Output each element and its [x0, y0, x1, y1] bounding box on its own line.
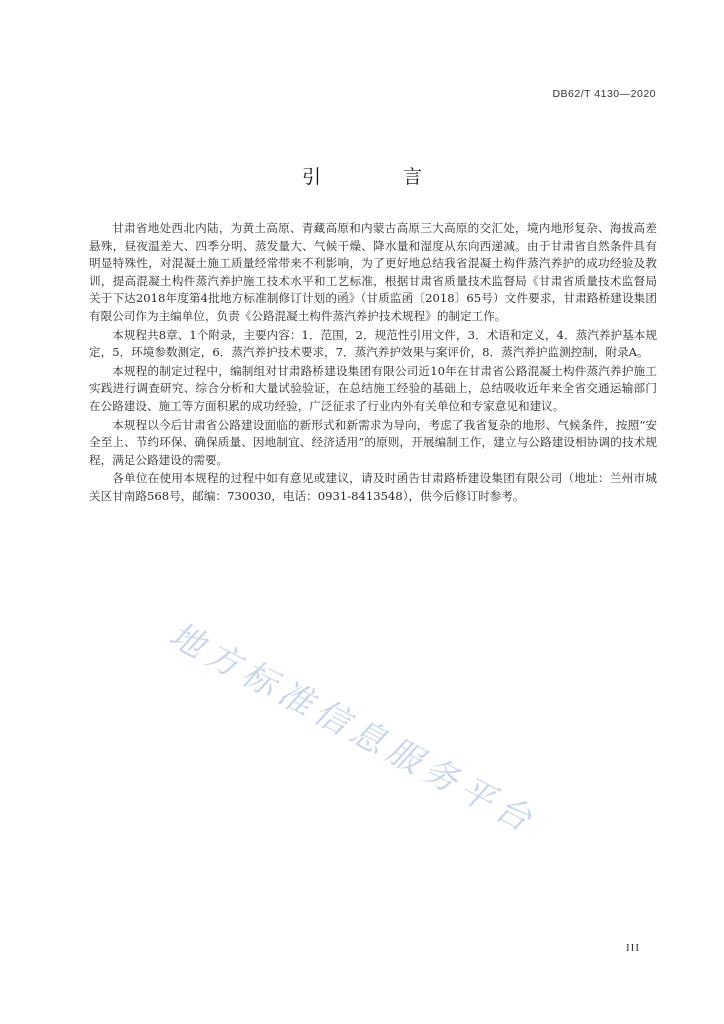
page-title: 引 言 — [301, 166, 461, 188]
body-text — [89, 220, 657, 507]
page-number: III — [626, 942, 640, 954]
paragraph: 各单位在使用本规程的过程中如有意见或建议，请及时函告甘肃路桥建设集团有限公司（地址：兰州市城关区甘南路568号，邮编：730030，电话：0931-8413548），供今后修订时参考。 — [89, 471, 657, 503]
paragraph: 本规程的制定过程中，编制组对甘肃路桥建设集团有限公司近10年在甘肃省公路混凝土构件蒸汽养护施工实践进行调查研究、综合分析和大量试验验证，在总结施工经验的基础上，总结吸收近年来全省交通运输部门在公路建设、施工等方面积累的成功经验，广泛征求了行业内外有关单位和专家意见和建议。 — [89, 363, 657, 413]
paragraph: 本规程以今后甘肃省公路建设面临的新形式和新需求为导向，考虑了我省复杂的地形、气候条件，按照“安全至上、节约环保、确保质量、因地制宜、经济适用”的原则，开展编制工作，建立与公路建设相协调的技术规程，满足公路建设的需要。 — [89, 417, 657, 467]
document-code: DB62/T 4130—2020 — [552, 88, 656, 100]
paragraph: 甘肃省地处西北内陆，为黄土高原、青藏高原和内蒙古高原三大高原的交汇处，境内地形复杂、海拔高差悬殊，昼夜温差大、四季分明、蒸发量大、气候干燥、降水量和湿度从东向西递减。由于甘肃省自然条件具有明显特殊性，对混凝土施工质量经常带来不利影响，为了更好地总结我省混凝土构件蒸汽养护的成功经验及教训，提高混凝土构件蒸汽养护施工技术水平和工艺标准，根据甘肃省质量技术监督局《甘肃省质量技术监督局关于下达2018年度第4批地方标准制修订计划的函》（甘质监函〔2018〕65号）文件要求，甘肃路桥建设集团有限公司作为主编单位，负责《公路混凝土构件蒸汽养护技术规程》的制定工作。 — [89, 221, 657, 323]
watermark: 地方标准信息服务平台 — [162, 615, 544, 843]
paragraph: 本规程共8章、1个附录，主要内容：1．范围，2．规范性引用文件，3．术语和定义，4．蒸汽养护基本规定，5．环境参数测定，6．蒸汽养护技术要求，7．蒸汽养护效果与案评价，8．蒸汽养护监测控制，附录A。 — [89, 327, 657, 360]
